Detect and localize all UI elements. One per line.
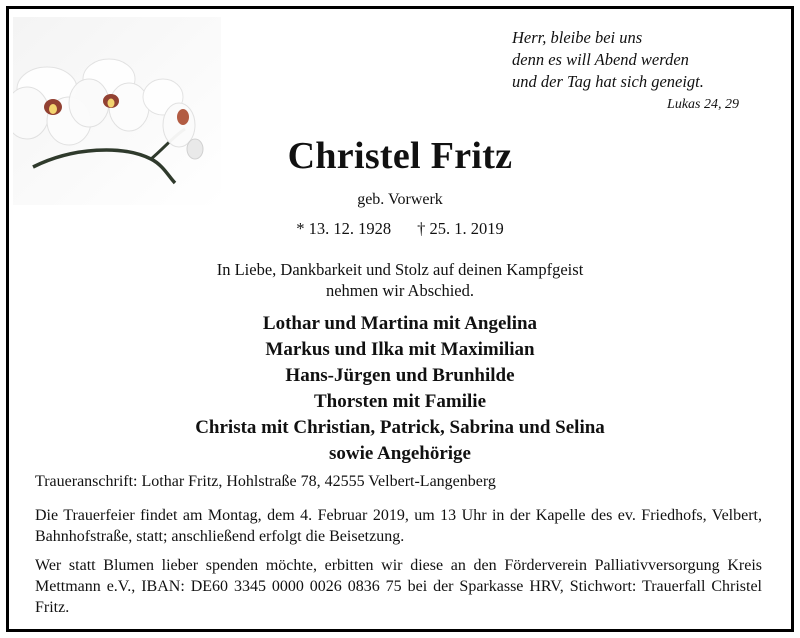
- mourning-address: Traueranschrift: Lothar Fritz, Hohlstraße 78, 42555 Velbert-Langenberg: [35, 473, 496, 490]
- farewell-text: [9, 259, 791, 301]
- mourner: Lothar und Martina mit Angelina: [262, 313, 538, 334]
- verse-line: Herr, bleibe bei uns: [512, 28, 643, 47]
- birth-name: geb. Vorwerk: [357, 191, 443, 208]
- life-dates: [9, 219, 791, 239]
- funeral-info: Die Trauerfeier findet am Montag, dem 4. Februar 2019, um 13 Uhr in der Kapelle des ev. Friedhofs, Velbert, Bahnhofstraße, statt; anschließend erfolgt die Beisetzung.: [35, 507, 762, 545]
- mourner: Christa mit Christian, Patrick, Sabrina und Selina: [195, 417, 605, 438]
- bible-verse: [512, 27, 762, 93]
- farewell-line: nehmen wir Abschied.: [325, 281, 474, 300]
- mourner: Hans-Jürgen und Brunhilde: [285, 365, 515, 386]
- deceased-name: Christel Fritz: [287, 135, 513, 177]
- verse-reference: Lukas 24, 29: [667, 97, 739, 112]
- death-date: † 25. 1. 2019: [417, 219, 504, 238]
- mourner: Markus und Ilka mit Maximilian: [265, 339, 535, 360]
- mourner: Thorsten mit Familie: [313, 391, 487, 412]
- mourners-list: [9, 311, 791, 467]
- obituary-notice: [6, 6, 794, 632]
- verse-line: denn es will Abend werden: [512, 50, 689, 69]
- verse-line: und der Tag hat sich geneigt.: [512, 72, 704, 91]
- donation-info: Wer statt Blumen lieber spenden möchte, erbitten wir diese an den Förderverein Palliativversorgung Kreis Mettmann e.V., IBAN: DE60 3345 0000 0026 0836 75 bei der Sparkasse HRV, Stichwort: Trauerfall Christel Fritz.: [35, 557, 762, 616]
- birth-date: * 13. 12. 1928: [296, 219, 392, 238]
- farewell-line: In Liebe, Dankbarkeit und Stolz auf deinen Kampfgeist: [216, 260, 584, 279]
- mourner: sowie Angehörige: [329, 443, 471, 464]
